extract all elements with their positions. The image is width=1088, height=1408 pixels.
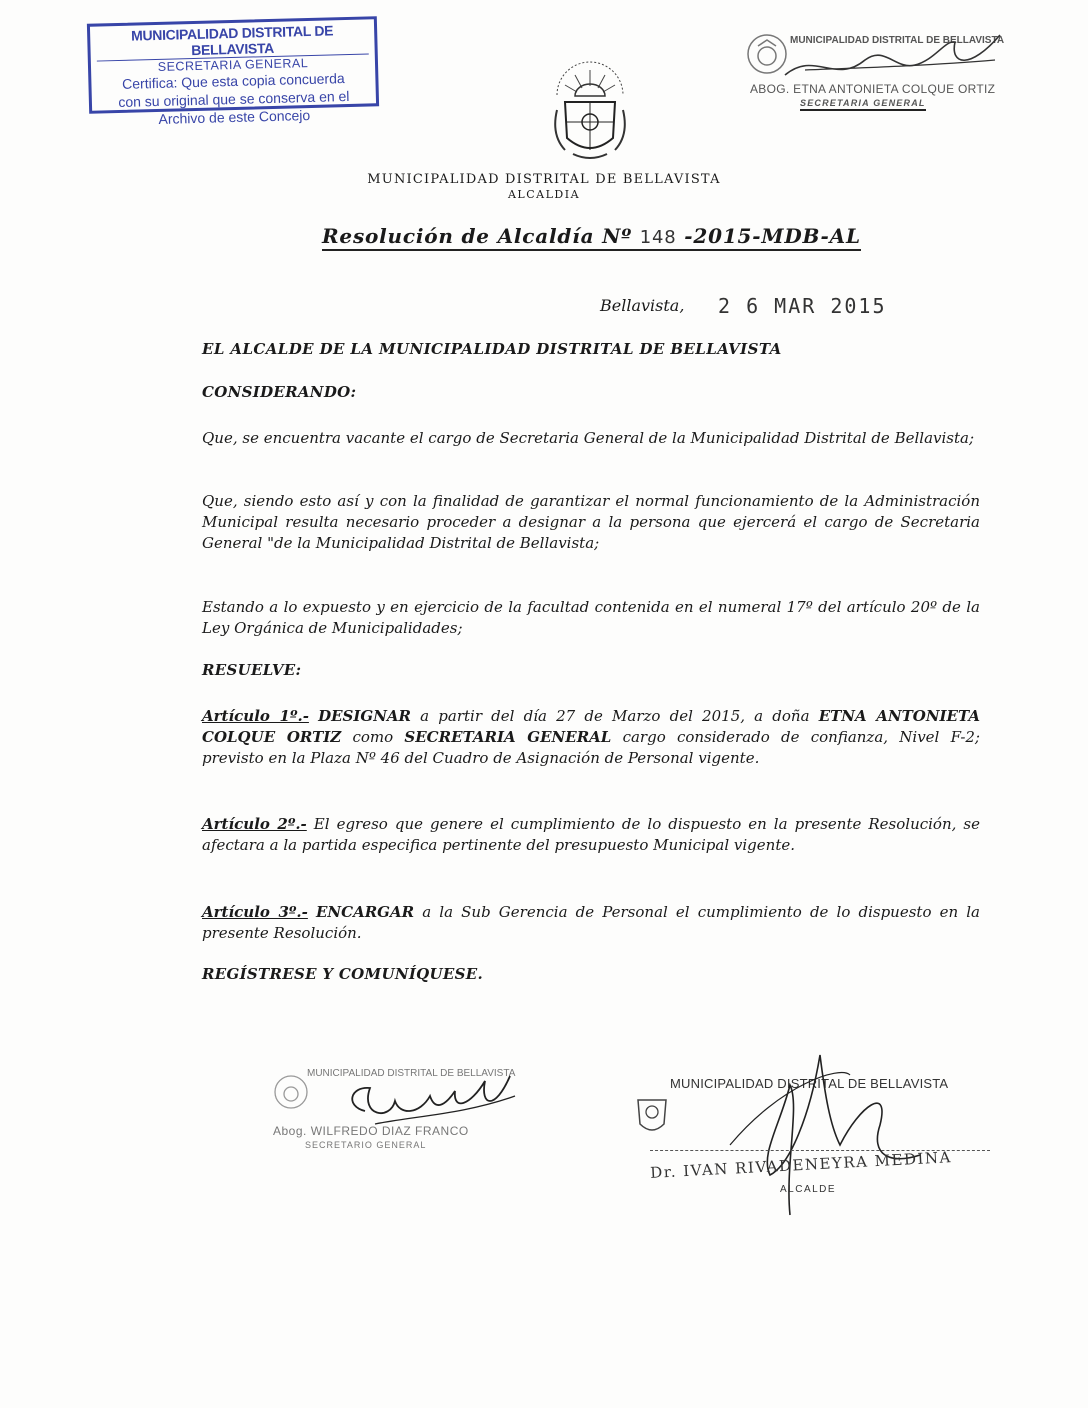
right-signer-role: ALCALDE (780, 1184, 837, 1195)
mayor-signature-icon (690, 1025, 990, 1225)
article-1-text: a partir del día 27 de Marzo del 2015, a doña (411, 707, 819, 725)
stamp-municipality: MUNICIPALIDAD DISTRITAL DE BELLAVISTA (96, 21, 369, 61)
coat-of-arms (545, 50, 635, 170)
municipal-seal-icon (632, 1090, 672, 1140)
secretary-signature-block (265, 1060, 525, 1160)
resolution-prefix: Resolución de Alcaldía Nº (322, 224, 640, 248)
article-1-verb: DESIGNAR (318, 707, 412, 725)
office-name: ALCALDIA (507, 188, 581, 201)
considerando-paragraph: Estando a lo expuesto y en ejercicio de la facultad contenida en el numeral 17º del artículo 20º de la Ley Orgánica de Municipalidades; (202, 598, 980, 637)
date-stamp: 2 6 MAR 2015 (718, 294, 887, 318)
resuelve-heading: RESUELVE: (202, 661, 302, 679)
right-signer-name: Dr. IVAN RIVADENEYRA MEDINA (649, 1148, 953, 1182)
article-1-text: como (341, 728, 405, 746)
article-3-verb: ENCARGAR (316, 903, 415, 921)
article-1 (202, 706, 980, 769)
article-3-label: Artículo 3º.- (202, 903, 308, 921)
left-signer-role: SECRETARIO GENERAL (305, 1140, 427, 1150)
resolution-suffix: -2015-MDB-AL (676, 224, 861, 248)
stamp-cert-line3: Archivo de este Concejo (158, 106, 311, 127)
stamp-cert-line1: Certifica: Que esta copia concuerda (121, 70, 345, 92)
municipal-seal-icon (271, 1064, 311, 1120)
article-2 (202, 814, 980, 856)
issuer: EL ALCALDE DE LA MUNICIPALIDAD DISTRITAL DE BELLAVISTA (202, 340, 782, 358)
article-2-text: El egreso que genere el cumplimiento de lo dispuesto en la presente Resolución, se afectara a la partida especifica pertinente del presupuesto Municipal vigente. (202, 815, 980, 854)
considerando-heading: CONSIDERANDO: (202, 383, 357, 401)
secretary-stamp (745, 30, 1005, 115)
left-signer-name: Abog. WILFREDO DIAZ FRANCO (273, 1124, 469, 1138)
stamp-office: SECRETARIA GENERAL (157, 56, 309, 74)
certification-stamp (87, 16, 379, 127)
closing: REGÍSTRESE Y COMUNÍQUESE. (202, 965, 484, 983)
left-stamp-municipality: MUNICIPALIDAD DISTRITAL DE BELLAVISTA (307, 1068, 516, 1079)
secretary-title: SECRETARIA GENERAL (800, 98, 926, 111)
article-1-text: cargo considerado de confianza, Nivel F-2; previsto en la Plaza Nº 46 del Cuadro de Asignación de Personal vigente. (202, 728, 980, 767)
place: Bellavista, (600, 296, 685, 315)
article-1-post: SECRETARIA GENERAL (404, 728, 612, 746)
resolution-title (322, 224, 861, 251)
coat-of-arms-icon (545, 50, 635, 170)
considerando-paragraph: Que, se encuentra vacante el cargo de Secretaria General de la Municipalidad Distrital de Bellavista; (202, 429, 975, 447)
article-3 (202, 902, 980, 944)
resolution-number: 148 (639, 227, 677, 248)
article-3-text: a la Sub Gerencia de Personal el cumplimiento de lo dispuesto en la presente Resolución. (202, 903, 980, 942)
institution-name: MUNICIPALIDAD DISTRITAL DE BELLAVISTA (367, 172, 721, 187)
considerando-paragraph: Que, siendo esto así y con la finalidad de garantizar el normal funcionamiento de la Administración Municipal resulta necesario proceder a designar a la persona que ejercerá el cargo de Secretaria General "de la Municipalidad Distrital de Bellavista; (202, 492, 980, 552)
mayor-signature-block (630, 1060, 1000, 1210)
secretary-stamp-municipality: MUNICIPALIDAD DISTRITAL DE BELLAVISTA (790, 35, 1005, 46)
article-2-label: Artículo 2º.- (202, 815, 307, 833)
article-1-person: ETNA ANTONIETA COLQUE ORTIZ (202, 707, 980, 746)
article-1-label: Artículo 1º.- (202, 707, 309, 725)
secretary-name: ABOG. ETNA ANTONIETA COLQUE ORTIZ (750, 82, 996, 96)
secretary-signature-icon (775, 30, 1005, 90)
stamp-cert-line2: con su original que se conserva en el (118, 87, 350, 111)
right-stamp-municipality: MUNICIPALIDAD DISTRITAL DE BELLAVISTA (670, 1076, 949, 1091)
